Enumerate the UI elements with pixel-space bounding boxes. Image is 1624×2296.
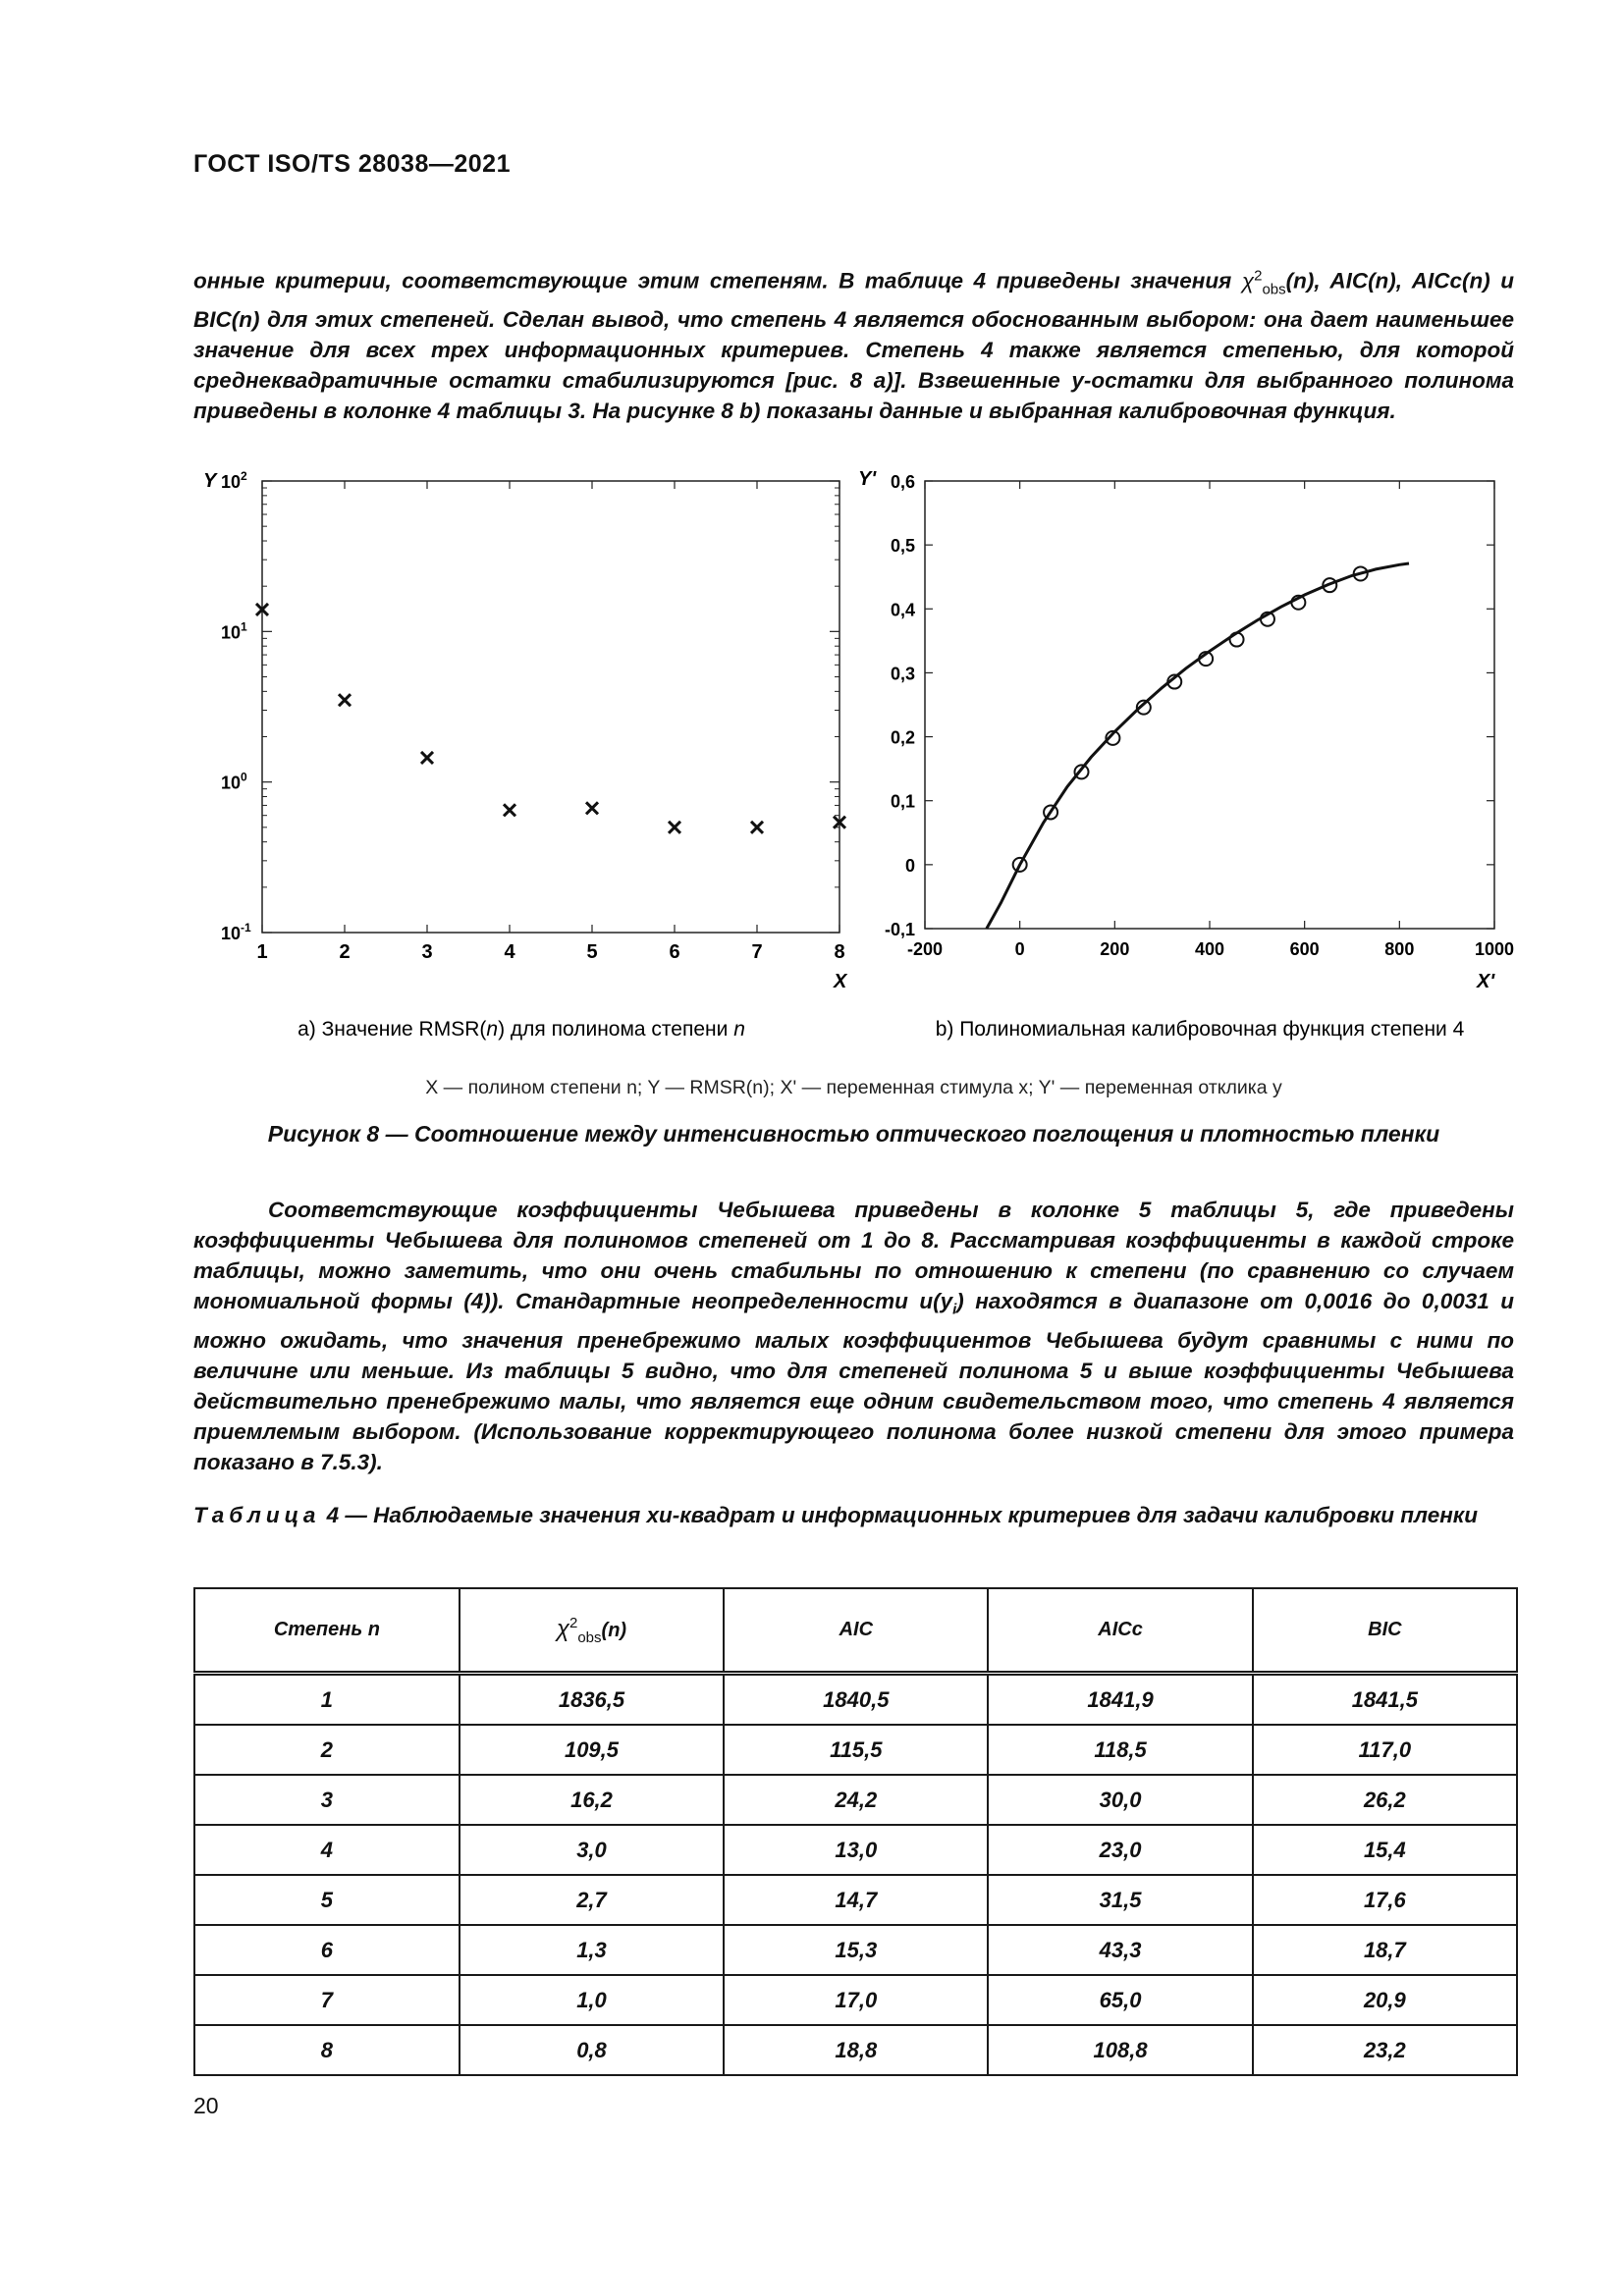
table-cell: 20,9 [1253, 1975, 1517, 2025]
table-cell: 1840,5 [724, 1674, 988, 1726]
x-tick-label: 600 [1289, 939, 1320, 959]
plot-frame [925, 481, 1494, 929]
table-row [194, 2025, 1517, 2075]
table-header-row [194, 1588, 1517, 1674]
data-point [669, 822, 680, 833]
table-cell: 31,5 [988, 1875, 1252, 1925]
table-row [194, 1674, 1517, 1726]
table-cell: 1,0 [460, 1975, 724, 2025]
x-tick-label: 400 [1194, 939, 1225, 959]
x-tick-label: 3 [421, 941, 433, 963]
header-degree: Степень n [194, 1588, 460, 1674]
y-tick-label: 0,4 [890, 600, 915, 620]
chi-symbol: $\chi^2_{obs}$ [1241, 267, 1286, 297]
para2-sub: i [952, 1301, 957, 1318]
data-point [504, 804, 515, 816]
table-cell: 23,0 [988, 1825, 1252, 1875]
y-axis-label: Y [203, 470, 217, 492]
table-cell: 3,0 [460, 1825, 724, 1875]
table-row [194, 1825, 1517, 1875]
table-cell: 24,2 [724, 1775, 988, 1825]
data-point [339, 694, 351, 706]
table-cell: 1841,9 [988, 1674, 1252, 1726]
table-cell: 30,0 [988, 1775, 1252, 1825]
table-row [194, 1925, 1517, 1975]
table-cell: 43,3 [988, 1925, 1252, 1975]
data-point [421, 752, 433, 764]
table-row [194, 1975, 1517, 2025]
data-point [751, 822, 763, 833]
table-cell: 15,3 [724, 1925, 988, 1975]
chart-a-caption: a) Значение RMSR(n) для полинома степени n [298, 1018, 745, 1041]
figure-title: Рисунок 8 — Соотношение между интенсивностью оптического поглощения и плотностью пленки [267, 1121, 1440, 1147]
table-title [193, 1500, 1514, 1530]
table-cell: 8 [194, 2025, 460, 2075]
table-cell: 7 [194, 1975, 460, 2025]
x-axis-label: X' [1477, 971, 1495, 992]
y-tick-label: 10 [221, 622, 242, 643]
y-tick-label: -0,1 [884, 920, 915, 939]
paragraph-1 [193, 260, 1514, 426]
page-number: 20 [193, 2093, 219, 2118]
calibration-curve [987, 563, 1409, 929]
x-tick-label: -200 [906, 939, 944, 959]
y-tick-label: 0 [904, 855, 915, 876]
document-header: ГОСТ ISO/TS 28038—2021 [193, 150, 511, 178]
data-point [586, 802, 598, 814]
table-cell: 1,3 [460, 1925, 724, 1975]
table-title-rest: 4 — Наблюдаемые значения хи-квадрат и информационных критериев для задачи калибровки пленки [320, 1503, 1478, 1527]
para1-text-start: онные критерии, соответствующие этим степеням. В таблице 4 приведены значения [193, 268, 1242, 294]
y-tick-exponent: 2 [241, 469, 247, 483]
table-title-label: Таблица [193, 1503, 321, 1527]
header-chi: $\chi^2_{obs}(n)$ [460, 1588, 724, 1674]
x-tick-label: 5 [586, 941, 598, 963]
table-row [194, 1725, 1517, 1775]
table-cell: 14,7 [724, 1875, 988, 1925]
x-tick-label: 800 [1384, 939, 1415, 959]
plot-frame [262, 481, 839, 933]
x-tick-label: 2 [339, 941, 351, 963]
y-tick-label: 10 [221, 773, 242, 793]
x-tick-label: 0 [1014, 939, 1025, 959]
results-table [193, 1587, 1518, 2076]
table-cell: 108,8 [988, 2025, 1252, 2075]
header-aic: AIC [724, 1588, 988, 1674]
x-tick-label: 200 [1100, 939, 1130, 959]
table-cell: 18,8 [724, 2025, 988, 2075]
x-tick-label: 7 [751, 941, 763, 963]
table-cell: 1 [194, 1674, 460, 1726]
table-cell: 16,2 [460, 1775, 724, 1825]
chart-b-caption: b) Полиномиальная калибровочная функция степени 4 [935, 1018, 1465, 1041]
y-tick-label: 0,6 [890, 472, 915, 492]
x-tick-label: 1 [256, 941, 268, 963]
y-tick-label: 10 [221, 924, 242, 943]
header-bic: BIC [1253, 1588, 1517, 1674]
table-cell: 18,7 [1253, 1925, 1517, 1975]
table-cell: 109,5 [460, 1725, 724, 1775]
x-tick-label: 4 [504, 941, 515, 963]
table-cell: 115,5 [724, 1725, 988, 1775]
table-cell: 2 [194, 1725, 460, 1775]
y-tick-label: 0,1 [890, 791, 915, 812]
para2-text-a: Соответствующие коэффициенты Чебышева приведены в колонке 5 таблицы 5, где приведены коэффициенты Чебышева для полиномов степеней от 1 до 8. Рассматривая коэффициенты в каждой строке таблицы, можно заметить, что они очень стабильны по отношению к степени (по сравнению со случаем мономиальной формы (4)). Стандартные неопределенности u(y [193, 1198, 1514, 1313]
y-tick-exponent: -1 [241, 921, 251, 934]
table-cell: 15,4 [1253, 1825, 1517, 1875]
table-row [194, 1875, 1517, 1925]
header-aicc: AICc [988, 1588, 1252, 1674]
table-row [194, 1775, 1517, 1825]
table-cell: 17,6 [1253, 1875, 1517, 1925]
table-cell: 26,2 [1253, 1775, 1517, 1825]
table-cell: 4 [194, 1825, 460, 1875]
x-tick-label: 6 [669, 941, 680, 963]
table-cell: 6 [194, 1925, 460, 1975]
para1-text-end: (n), AIC(n), AICc(n) и BIC(n) для этих степеней. Сделан вывод, что степень 4 является обоснованным выбором: она дает наименьшее значение для всех трех информационных критериев. Степень 4 также является степенью, для которой среднеквадратичные остатки стабилизируются [рис. 8 а)]. Взвешенные y-остатки для выбранного полинома приведены в колонке 4 таблицы 3. На рисунке 8 b) показаны данные и выбранная калибровочная функция. [193, 268, 1514, 423]
x-tick-label: 1000 [1474, 939, 1515, 959]
table-cell: 1841,5 [1253, 1674, 1517, 1726]
table-cell: 118,5 [988, 1725, 1252, 1775]
table-cell: 1836,5 [460, 1674, 724, 1726]
y-tick-label: 0,2 [890, 727, 915, 748]
chart-a [187, 461, 854, 1041]
chart-b [854, 461, 1522, 1041]
y-tick-exponent: 0 [241, 770, 247, 784]
table-cell: 0,8 [460, 2025, 724, 2075]
table-cell: 65,0 [988, 1975, 1252, 2025]
para2-text-b: ) находятся в диапазоне от 0,0016 до 0,0031 и можно ожидать, что значения пренебрежимо малых коэффициентов Чебышева будут сравнимы с ними по величине или меньше. Из таблицы 5 видно, что для степеней полинома 5 и выше коэффициенты Чебышева действительно пренебрежимо малы, что является еще одним свидетельством того, что степень 4 является приемлемым выбором. (Использование корректирующего полинома более низкой степени для этого примера показано в 7.5.3). [193, 1289, 1514, 1474]
table-cell: 3 [194, 1775, 460, 1825]
table-cell: 2,7 [460, 1875, 724, 1925]
table-cell: 117,0 [1253, 1725, 1517, 1775]
y-tick-label: 10 [221, 472, 242, 492]
figure-legend: X — полином степени n; Y — RMSR(n); X' — переменная стимула x; Y' — переменная отклика y [425, 1077, 1282, 1098]
table-cell: 23,2 [1253, 2025, 1517, 2075]
y-tick-label: 0,5 [890, 536, 915, 557]
table-cell: 17,0 [724, 1975, 988, 2025]
x-tick-label: 8 [834, 941, 845, 963]
x-axis-label: X [834, 971, 847, 992]
table-cell: 13,0 [724, 1825, 988, 1875]
y-axis-label: Y' [858, 468, 877, 490]
y-tick-exponent: 1 [241, 619, 247, 634]
y-tick-label: 0,3 [890, 664, 915, 684]
table-cell: 5 [194, 1875, 460, 1925]
paragraph-2 [193, 1195, 1514, 1477]
